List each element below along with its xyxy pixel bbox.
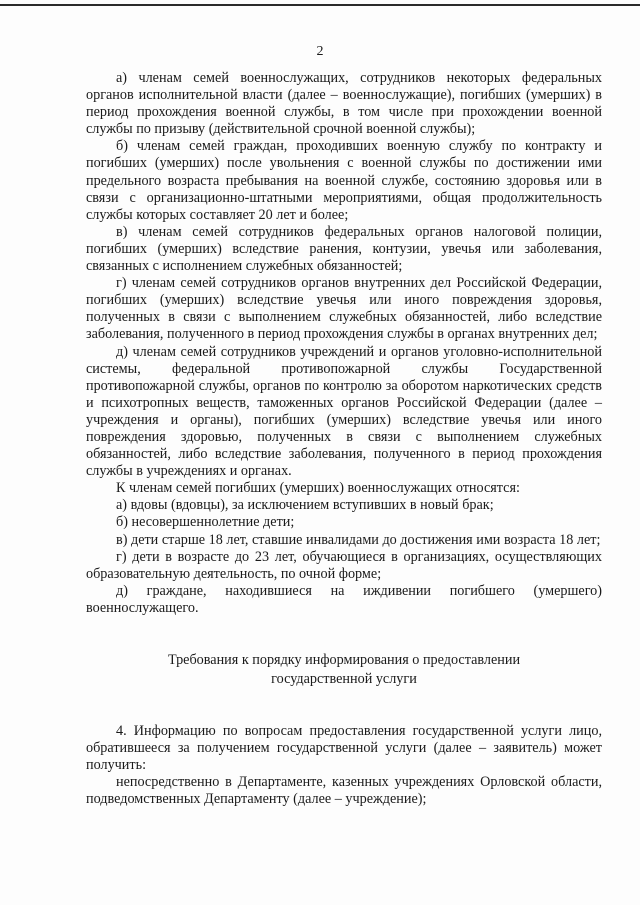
paragraph-g-internal-affairs: г) членам семей сотрудников органов внутренних дел Российской Федерации, погибших (умерших) вследствие увечья или иного повреждения здоровья, полученных в связи с выполнением служебных обязанностей, либо вследствие заболевания, полученного в период прохождения службы в органах внутренних дел;	[86, 275, 602, 343]
paragraph-v-tax-police: в) членам семей сотрудников федеральных органов налоговой полиции, погибших (умерших) вследствие ранения, контузии, увечья или заболевания, связанных с исполнением служебных обязанностей;	[86, 223, 602, 275]
list-item-widows: а) вдовы (вдовцы), за исключением вступивших в новый брак;	[116, 497, 494, 514]
section-heading-line-1: Требования к порядку информирования о предоставлении	[167, 652, 521, 668]
top-border-line	[0, 4, 640, 6]
list-item-dependents: д) граждане, находившиеся на иждивении погибшего (умершего) военнослужащего.	[86, 582, 602, 616]
list-item-minors: б) несовершеннолетние дети;	[116, 514, 295, 531]
list-item-students: г) дети в возрасте до 23 лет, обучающиеся в организациях, осуществляющих образовательную деятельность, по очной форме;	[86, 548, 602, 582]
section-heading	[86, 651, 602, 689]
paragraph-a-military-families: а) членам семей военнослужащих, сотрудников некоторых федеральных органов исполнительной власти (далее – военнослужащие), погибших (умерших) в период прохождения военной службы, в том числе при прохождении военной службы по призыву (действительной срочной военной службы);	[86, 70, 602, 138]
list-item-disabled-children: в) дети старше 18 лет, ставшие инвалидами до достижения ими возраста 18 лет;	[116, 531, 601, 548]
document-body	[86, 70, 602, 808]
section-heading-line-2: государственной услуги	[271, 671, 417, 687]
paragraph-family-members-intro: К членам семей погибших (умерших) военнослужащих относятся:	[116, 480, 520, 497]
paragraph-b-contract-service: б) членам семей граждан, проходивших военную службу по контракту и погибших (умерших) после увольнения с военной службы по достижении ими предельного возраста пребывания на военной службе, состоянию здоровья или в связи с организационно-штатными мероприятиями, общая продолжительность службы которых составляет 20 лет и более;	[86, 138, 602, 223]
paragraph-directly-in-department: непосредственно в Департаменте, казенных учреждениях Орловской области, подведомственных Департаменту (далее – учреждение);	[86, 774, 602, 808]
paragraph-d-penal-system: д) членам семей сотрудников учреждений и органов уголовно-исполнительной системы, федеральной противопожарной службы Государственной противопожарной службы, органов по контролю за оборотом наркотических средств и психотропных веществ, таможенных органов Российской Федерации (далее – учреждения и органы), погибших (умерших) вследствие увечья или иного повреждения здоровью, полученных в связи с выполнением служебных обязанностей, либо вследствие заболевания, полученного в период прохождения службы в учреждениях и органах.	[86, 343, 602, 480]
paragraph-4-information: 4. Информацию по вопросам предоставления государственной услуги лицо, обратившееся за получением государственной услуги (далее – заявитель) может получить:	[86, 723, 602, 774]
page-number: 2	[316, 44, 324, 59]
